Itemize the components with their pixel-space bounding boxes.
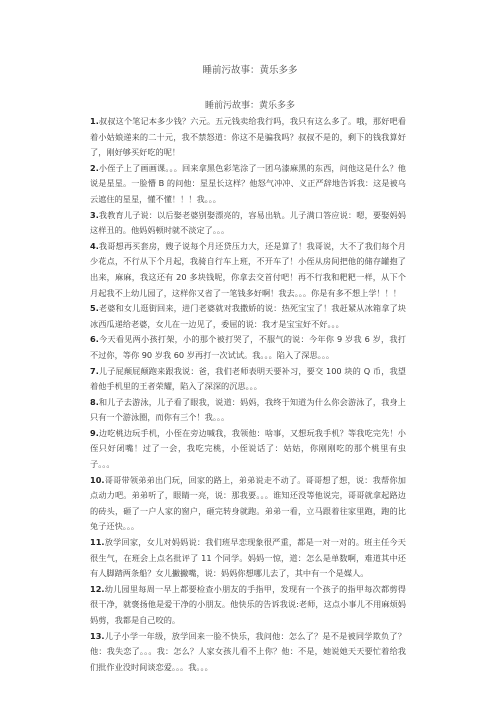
paragraph-text: 哥哥带领弟弟出门玩，回家的路上，弟弟说走不动了。哥哥想了想，说：我帮你加点动力吧。弟弟听了，眼睛一亮，说：那我要。。。谁知还没等他说完，哥哥就拿起路边的砖头，砸了一户人家的窗户，砸完转身就跑。弟弟一看，立马跟着往家里跑，跑的比兔子还快。。。 [90, 474, 406, 532]
paragraph-text: 叔叔这个笔记本多少钱？六元。五元钱卖给我行吗，我只有这么多了。哦，那好吧看着小姑娘递来的二十元，我不禁怒道：你这不是骗我吗？叔叔不是的，剩下的钱我算好了，刚好够买好吃的呢！ [90, 116, 406, 158]
story-paragraph [90, 332, 406, 363]
story-paragraph [90, 161, 406, 208]
paragraph-text: 和儿子去游泳，儿子看了眼我，说道：妈妈，我终于知道为什么你会游泳了，我身上只有一个游泳圈，而你有三个！我。。。 [90, 396, 406, 423]
paragraph-text: 边吃桃边玩手机，小侄在旁边喊我，我领他：啥事，又想玩我手机？等我吃完先！小侄只好闭嘴！过了一会，我吃完桃，小侄说话了：姑姑，你刚刚吃的那个桃里有虫子。。。 [90, 427, 406, 470]
paragraph-number: 9. [90, 427, 99, 438]
paragraph-text: 老婆和女儿逛街回来，进门老婆就对我撒娇的说：热死宝宝了！我赶紧从冰箱拿了块冰西瓜递给老婆，女儿在一边见了，委屈的说：我才是宝宝好不好。。。 [90, 303, 406, 329]
paragraph-number: 6. [90, 334, 99, 345]
paragraph-text: 小侄子上了画画课。。。回来拿黑色彩笔涂了一团乌漆麻黑的东西，问他这是什么？他说是星星。一脸懵 B 的问他：星星长这样？他怒气冲冲、义正严辞地告诉我：这是被乌云遮住的星星，懂不懂！！！我。。。 [90, 162, 406, 204]
paragraph-number: 7. [90, 365, 99, 376]
story-paragraph [90, 395, 406, 426]
paragraph-number: 11. [90, 537, 105, 548]
paragraph-text: 我哥想再买套房，嫂子说每个月还贷压力大，还是算了！我哥说，大不了我们每个月少花点，不行从下个月起，我骑自行车上班，不开车了！小侄从房间把他的储存罐抱了出来，麻麻，我这还有 20 多块钱呢，你拿去交首付吧！再不行我和粑粑一样，从下个月起我不上幼儿园了，这样你又省了一笔钱多好啊！我去。。。你是有多不想上学！！！ [90, 240, 406, 298]
article-title: 睡前污故事：黄乐多多 [204, 101, 295, 111]
paragraph-text: 儿子小学一年级，放学回来一脸不快乐，我问他：怎么了？是不是被同学欺负了？他：我失恋了。。。我：怎么？人家女孩儿看不上你？他：不是，她说她天天要忙着给我们批作业没时间谈恋爱。。。我。。。 [90, 630, 406, 672]
paragraph-text: 幼儿园里每周一早上都要检查小朋友的手指甲，发现有一个孩子的指甲每次都剪得很干净，就褒扬他是爱干净的小朋友。他快乐的告诉我说:老师，这点小事儿不用麻烦妈妈剪，我都是自己咬的。 [90, 583, 406, 625]
story-paragraph [90, 582, 406, 629]
article-body [90, 114, 406, 675]
paragraph-text: 我教育儿子说：以后娶老婆别娶漂亮的，容易出轨。儿子满口答应说：嗯，要娶妈妈这样丑的。他妈妈顿时就不淡定了。。。 [90, 209, 406, 236]
paragraph-number: 10. [90, 474, 105, 485]
story-paragraph [90, 239, 406, 301]
paragraph-number: 2. [90, 162, 99, 173]
paragraph-number: 8. [90, 396, 99, 407]
story-paragraph [90, 364, 406, 395]
paragraph-text: 放学回家，女儿对妈妈说：我们班早恋现象很严重，都是一对一对的。班主任今天很生气，在班会上点名批评了 11 个同学。妈妈一惊，道：怎么是单数啊，难道其中还有人脚踏两条船？女儿撇撇嘴，说：妈妈你想哪儿去了，其中有一个是媒人。 [90, 537, 406, 579]
paragraph-number: 1. [90, 116, 99, 126]
paragraph-number: 13. [90, 630, 105, 641]
story-paragraph [90, 473, 406, 535]
paragraph-text: 儿子屁颠屁颠跑来跟我说：爸，我们老师表明天要补习，要交 100 块的 Q 币，我望着他手机里的王者荣耀，陷入了深深的沉思。。。 [90, 365, 406, 392]
story-paragraph [90, 301, 406, 332]
paragraph-number: 3. [90, 209, 99, 220]
paragraph-number: 12. [90, 583, 105, 594]
paragraph-text: 今天看见两小孩打架，小的那个被打哭了，不服气的说：今年你 9 岁我 6 岁，我打不过你，等你 90 岁我 60 岁再打一次试试。我。。。陷入了深思。。。 [90, 334, 406, 360]
story-paragraph [90, 426, 406, 473]
paragraph-number: 4. [90, 240, 99, 251]
paragraph-number: 5. [90, 303, 99, 314]
story-paragraph [90, 535, 406, 582]
story-paragraph [90, 114, 406, 161]
story-paragraph [90, 208, 406, 239]
story-paragraph [90, 629, 406, 676]
document-title: 睡前污故事：黄乐多多 [202, 65, 298, 76]
